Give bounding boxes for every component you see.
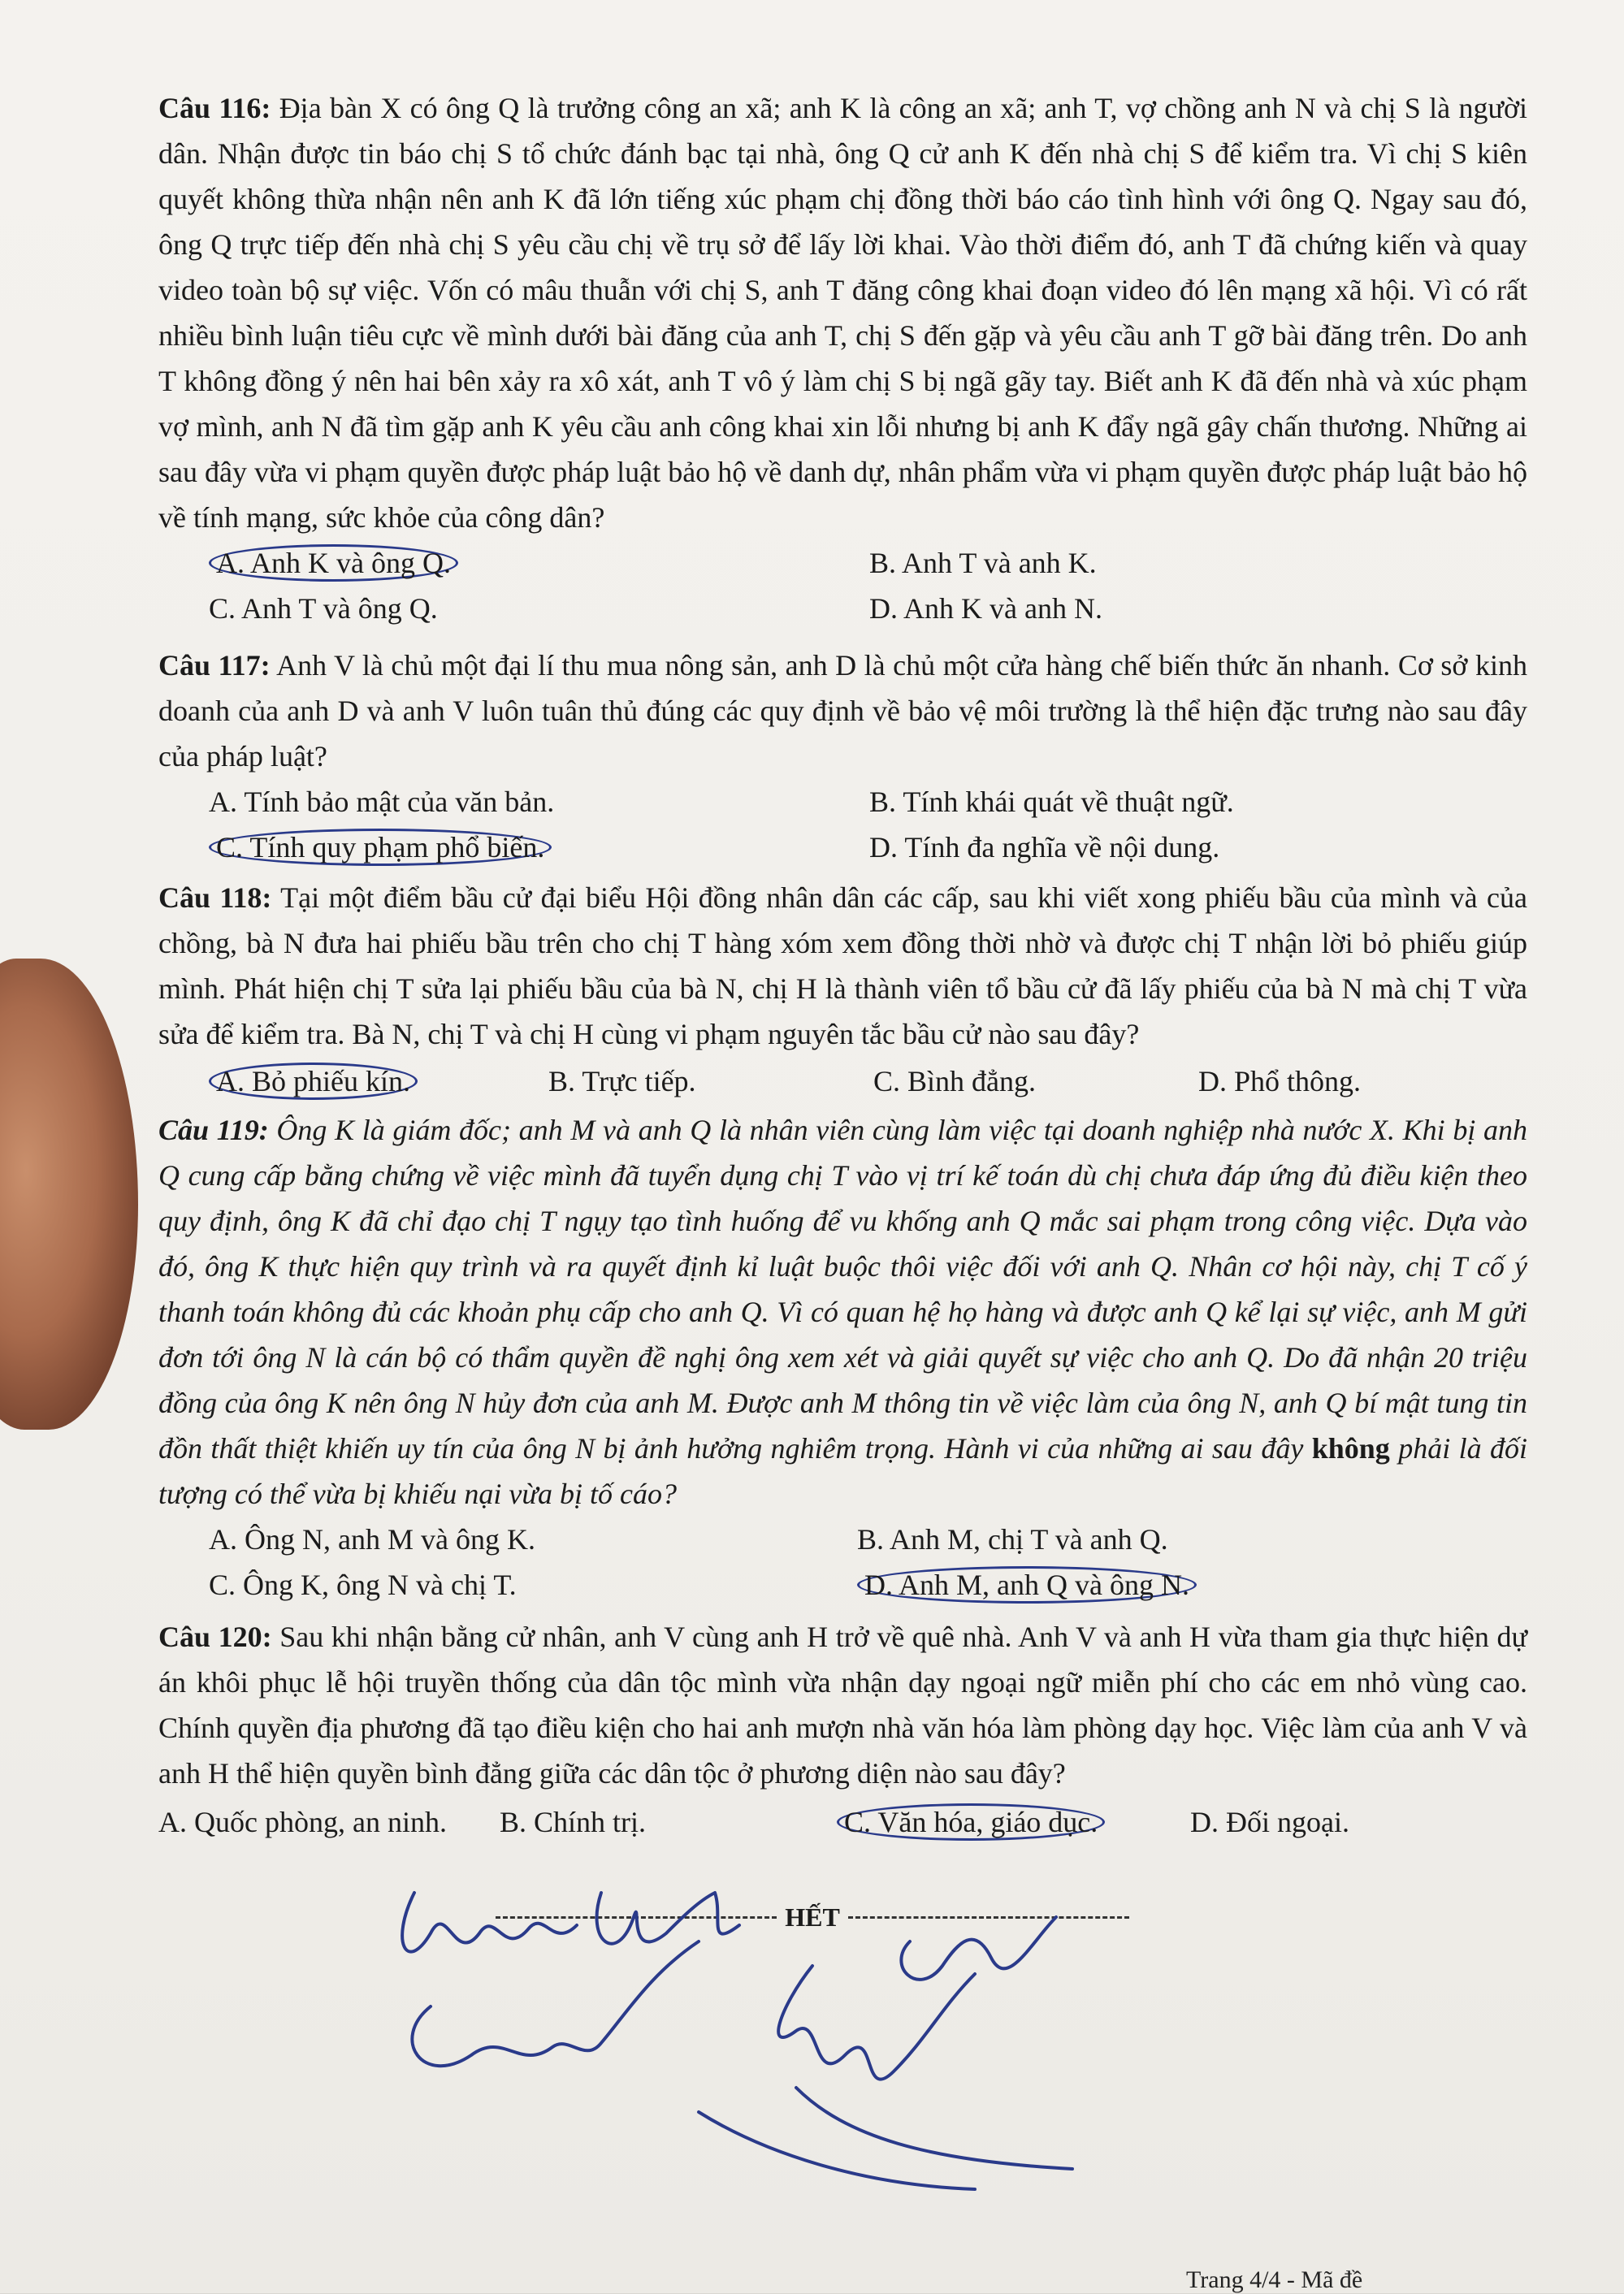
option-c[interactable] — [837, 1799, 1105, 1845]
question-text: Ông K là giám đốc; anh M và anh Q là nhân viên cùng làm việc tại doanh nghiệp nhà nước X. Khi bị anh Q cung cấp bằng chứng về việc mình đã tuyển dụng chị T vào vị trí kế toán dù chị chưa đáp ứng đủ điều kiện theo quy định, ông K đã chỉ đạo chị T ngụy tạo tình huống để vu khống anh Q mắc sai phạm trong công việc. Dựa vào đó, ông K thực hiện quy trình và ra quyết định kỉ luật buộc thôi việc đối với anh Q. Nhân cơ hội này, chị T cố ý thanh toán không đủ các khoản phụ cấp cho anh Q. Vì có quan hệ họ hàng và được anh Q kể lại sự việc, anh M gửi đơn tới ông N là cán bộ có thẩm quyền đề nghị ông xem xét và giải quyết sự việc cho anh Q. Do đã nhận 20 triệu đồng của ông K nên ông N hủy đơn của anh M. Được anh M thông tin về việc làm của ông N, anh Q bí mật tung tin đồn thất thiệt khiến uy tín của ông N bị ảnh hưởng nghiêm trọng. Hành vi của những ai sau đây — [158, 1114, 1527, 1465]
question-119 — [158, 1107, 1527, 1517]
options-116 — [158, 540, 1527, 631]
signature-3 — [412, 1941, 699, 2066]
signature-4 — [778, 1966, 975, 2080]
option-a[interactable]: A. Ông N, anh M và ông K. — [209, 1523, 535, 1556]
question-label: Câu 116: — [158, 92, 271, 124]
question-text: Sau khi nhận bằng cử nhân, anh V cùng anh H trở về quê nhà. Anh V và anh H vừa tham gia thực hiện dự án khôi phục lễ hội truyền thống của dân tộc mình vừa nhận dạy ngoại ngữ miễn phí cho các em nhỏ vùng cao. Chính quyền địa phương đã tạo điều kiện cho hai anh mượn nhà văn hóa làm phòng dạy học. Việc làm của anh V và anh H thể hiện quyền bình đẳng giữa các dân tộc ở phương diện nào sau đây? — [158, 1621, 1528, 1790]
signature-2 — [597, 1893, 739, 1944]
option-d[interactable]: D. Phổ thông. — [1198, 1065, 1362, 1097]
question-label: Câu 120: — [158, 1621, 272, 1653]
question-118 — [158, 875, 1527, 1057]
question-117 — [158, 643, 1527, 779]
question-text: Tại một điểm bầu cử đại biểu Hội đồng nhân dân các cấp, sau khi viết xong phiếu bầu của mình và của chồng, bà N đưa hai phiếu bầu trên cho chị T hàng xóm xem đồng thời nhờ và được chị T nhận lời bỏ phiếu giúp mình. Phát hiện chị T sửa lại phiếu bầu của bà N, chị H là thành viên tổ bầu cử đã lấy phiếu của bà N mà chị T vừa sửa để kiểm tra. Bà N, chị T và chị H cùng vi phạm nguyên tắc bầu cử nào sau đây? — [158, 881, 1527, 1050]
option-b[interactable]: B. Anh M, chị T và anh Q. — [857, 1523, 1168, 1556]
question-text-tail: phải là đối tượng có thể vừa bị khiếu nại vừa bị tố cáo? — [158, 1432, 1527, 1510]
question-text: Địa bàn X có ông Q là trưởng công an xã; anh K là công an xã; anh T, vợ chồng anh N và chị S là người dân. Nhận được tin báo chị S tổ chức đánh bạc tại nhà, ông Q cử anh K đến nhà chị S để kiểm tra. Vì chị S kiên quyết không thừa nhận nên anh K đã lớn tiếng xúc phạm chị đồng thời báo cáo tình hình với ông Q. Ngay sau đó, ông Q trực tiếp đến nhà chị S yêu cầu chị về trụ sở để lấy lời khai. Vào thời điểm đó, anh T đã chứng kiến và quay video toàn bộ sự việc. Vốn có mâu thuẫn với chị S, anh T đăng công khai đoạn video đó lên mạng xã hội. Vì có rất nhiều bình luận tiêu cực về mình dưới bài đăng của anh T, chị S đến gặp và yêu cầu anh T gỡ bài đăng trên. Do anh T không đồng ý nên hai bên xảy ra xô xát, anh T vô ý làm chị S bị ngã gãy tay. Biết anh K đã đến nhà và xúc phạm vợ mình, anh N đã tìm gặp anh K yêu cầu anh công khai xin lỗi nhưng bị anh K đẩy ngã gây chấn thương. Những ai sau đây vừa vi phạm quyền được pháp luật bảo hộ về danh dự, nhân phẩm vừa vi phạm quyền được pháp luật bảo hộ về tính mạng, sức khỏe của công dân? — [158, 92, 1527, 534]
question-120 — [158, 1614, 1527, 1796]
option-b[interactable]: B. Trực tiếp. — [548, 1065, 696, 1097]
question-label: Câu 119: — [158, 1114, 269, 1146]
options-120 — [158, 1796, 1527, 1845]
handwritten-signatures — [357, 1844, 1170, 2193]
signature-1 — [402, 1893, 577, 1952]
exam-content — [158, 85, 1527, 1845]
option-c[interactable]: C. Ông K, ông N và chị T. — [209, 1569, 517, 1601]
option-b[interactable]: B. Tính khái quát về thuật ngữ. — [869, 786, 1234, 818]
option-a[interactable] — [209, 1058, 418, 1104]
option-a[interactable] — [209, 540, 458, 586]
emphasis-word: không — [1311, 1432, 1390, 1465]
option-d[interactable]: D. Tính đa nghĩa về nội dung. — [869, 831, 1220, 863]
end-text: HẾT — [785, 1902, 840, 1932]
options-117 — [158, 779, 1527, 870]
option-d[interactable] — [857, 1562, 1197, 1608]
answer-circle: C. Tính quy phạm phổ biến. — [209, 829, 552, 866]
question-label: Câu 118: — [158, 881, 272, 914]
option-c[interactable] — [209, 825, 552, 870]
option-b[interactable]: B. Anh T và anh K. — [869, 547, 1097, 579]
option-c[interactable]: C. Bình đẳng. — [873, 1065, 1037, 1097]
option-a[interactable]: A. Tính bảo mật của văn bản. — [209, 786, 555, 818]
question-116 — [158, 85, 1527, 540]
option-a[interactable]: A. Quốc phòng, an ninh. — [158, 1806, 447, 1838]
answer-circle: C. Văn hóa, giáo dục. — [837, 1803, 1105, 1841]
options-118 — [158, 1057, 1527, 1106]
answer-circle: D. Anh M, anh Q và ông N. — [857, 1566, 1197, 1604]
option-c[interactable]: C. Anh T và ông Q. — [209, 592, 438, 625]
answer-circle: A. Bỏ phiếu kín. — [209, 1063, 418, 1100]
signature-6 — [699, 2088, 1072, 2189]
option-d[interactable]: D. Đối ngoại. — [1190, 1806, 1349, 1838]
question-text: Anh V là chủ một đại lí thu mua nông sản, anh D là chủ một cửa hàng chế biến thức ăn nhanh. Cơ sở kinh doanh của anh D và anh V luôn tuân thủ đúng các quy định về bảo vệ môi trường là thể hiện đặc trưng nào sau đây của pháp luật? — [158, 649, 1527, 773]
option-d[interactable]: D. Anh K và anh N. — [869, 592, 1102, 625]
options-119 — [158, 1517, 1527, 1608]
answer-circle: A. Anh K và ông Q. — [209, 544, 458, 582]
signature-5 — [901, 1917, 1056, 1980]
page-footer: Trang 4/4 - Mã đề — [1186, 2266, 1363, 2293]
question-label: Câu 117: — [158, 649, 271, 682]
option-b[interactable]: B. Chính trị. — [500, 1806, 647, 1838]
